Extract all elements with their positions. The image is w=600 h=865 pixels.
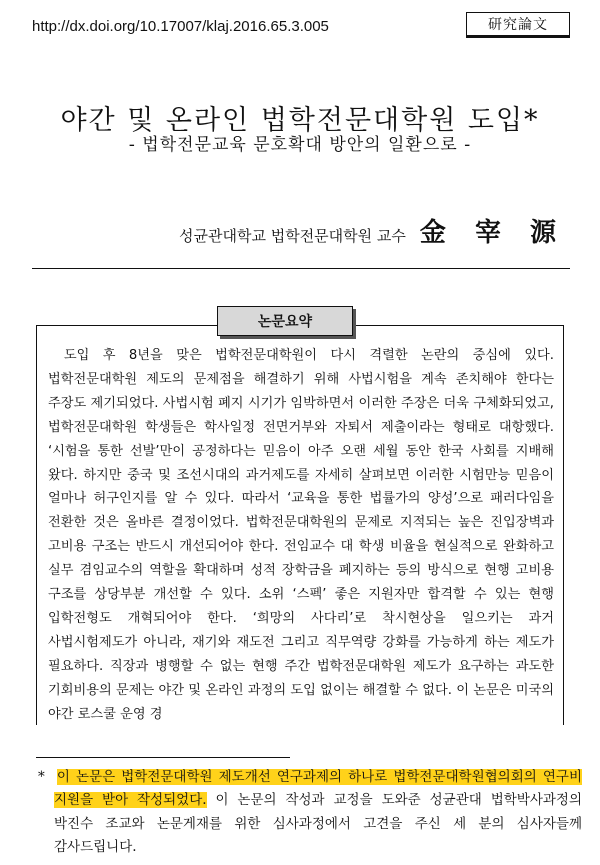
category-badge: 研究論文 (466, 12, 570, 38)
author-affiliation: 성균관대학교 법학전문대학원 교수 (179, 227, 406, 245)
doi-link[interactable]: http://dx.doi.org/10.17007/klaj.2016.65.3.005 (32, 18, 329, 35)
paper-subtitle: - 법학전문교육 문호확대 방안의 일환으로 - (128, 135, 472, 155)
paper-title: 야간 및 온라인 법학전문대학원 도입* (60, 105, 540, 137)
footnote-text: 이 논문의 작성과 교정을 도와준 성균관대 법학박사과정의 박진수 조교와 논문게재를 위한 심사과정에서 고견을 주신 세 분의 심사자들께 감사드립니다. (54, 792, 582, 855)
footnote-highlighted-text: 이 논문은 법학전문대학원 제도개선 연구과제의 하나로 법학전문대학원협의회의 연구비 지원을 받아 작성되었다. (54, 769, 582, 809)
header-divider (32, 268, 570, 269)
author-name: 金 宰 源 (419, 218, 566, 248)
abstract-label: 논문요약 (217, 306, 353, 336)
footnote-divider (36, 757, 290, 758)
abstract-body: 도입 후 8년을 맞은 법학전문대학원이 다시 격렬한 논란의 중심에 있다. 법학전문대학원 제도의 문제점을 해결하기 위해 사법시험을 계속 존치해야 한다는 주장도 제기되었다. 사법시험 폐지 시기가 임박하면서 이러한 주장은 더욱 구체화되었고, 법학전문대학원 학생들은 학사일정 전면거부와 자퇴서 제출이라는 형태로 대항했다. ‘시험을 통한 선발’만이 공정하다는 믿음이 아주 오랜 세월 동안 한국 사회를 지배해 왔다. 하지만 중국 및 조선시대의 과거제도를 자세히 살펴보면 이러한 시험만능 믿음이 얼마나 허구인지를 알 수 있다. 따라서 ‘교육을 통한 법률가의 양성’으로 패러다임을 전환한 것은 올바른 결정이었다. 법학전문대학원의 문제로 지적되는 높은 진입장벽과 고비용 구조는 반드시 개선되어야 한다. 전임교수 대 학생 비율을 현실적으로 완화하고 실무 겸임교수의 역할을 확대하며 성적 장학금을 폐지하는 등의 방식으로 현행 고비용 구조를 상당부분 개선할 수 있다. 소위 ‘스펙’ 좋은 지원자만 합격할 수 있는 현행 입학전형도 개혁되어야 한다. ‘희망의 사다리’로 착시현상을 일으키는 과거 사법시험제도가 아니라, 재기와 재도전 그리고 직무역량 강화를 가능하게 하는 제도가 필요하다. 직장과 병행할 수 없는 현행 주간 법학전문대학원 제도가 요구하는 과도한 기회비용의 문제는 야간 및 온라인 과정의 도입 없이는 해결할 수 없다. 이 논문은 미국의 야간 로스쿨 운영 경 (48, 348, 554, 722)
footnote (38, 766, 582, 859)
author-block (179, 212, 566, 249)
footnote-marker: * (38, 769, 45, 785)
